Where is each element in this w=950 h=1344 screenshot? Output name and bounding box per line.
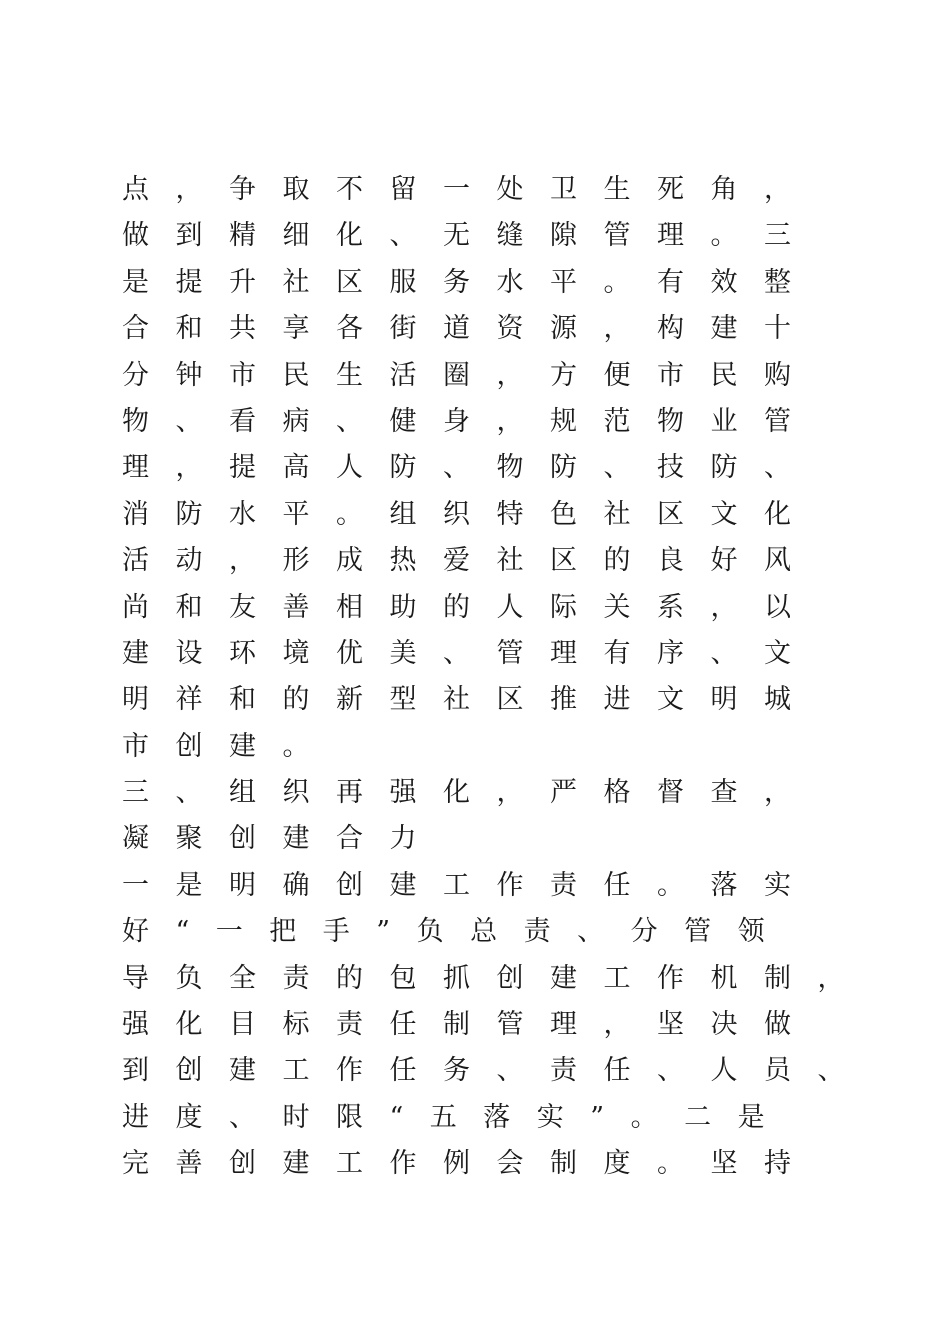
text-line: 进度、时限“五落实”。二是 (122, 1101, 792, 1133)
text-line: 明祥和的新型社区推进文明城 (122, 684, 818, 716)
text-line: 活动，形成热爱社区的良好风 (122, 545, 818, 577)
section-heading-line: 三、组织再强化，严格督查， (122, 777, 818, 809)
text-line: 消防水平。组织特色社区文化 (122, 498, 818, 530)
text-line: 合和共享各街道资源，构建十 (122, 313, 818, 345)
text-line: 做到精细化、无缝隙管理。三 (122, 220, 818, 252)
text-line: 建设环境优美、管理有序、文 (122, 637, 818, 669)
body-text (122, 167, 871, 1188)
text-line: 是提升社区服务水平。有效整 (122, 266, 818, 298)
text-line: 到创建工作任务、责任、人员、 (122, 1055, 871, 1087)
text-line: 导负全责的包抓创建工作机制， (122, 962, 871, 994)
text-line: 尚和友善相助的人际关系，以 (122, 591, 818, 623)
text-line: 强化目标责任制管理，坚决做 (122, 1009, 818, 1041)
text-line: 市创建。 (122, 730, 336, 762)
text-line: 理，提高人防、物防、技防、 (122, 452, 818, 484)
text-line: 完善创建工作例会制度。坚持 (122, 1148, 818, 1180)
text-line: 好“一把手”负总责、分管领 (122, 916, 792, 948)
text-line: 物、看病、健身，规范物业管 (122, 405, 818, 437)
text-line: 一是明确创建工作责任。落实 (122, 869, 818, 901)
text-line: 分钟市民生活圈，方便市民购 (122, 359, 818, 391)
section-heading-line: 凝聚创建合力 (122, 823, 443, 855)
text-line: 点，争取不留一处卫生死角， (122, 174, 818, 205)
